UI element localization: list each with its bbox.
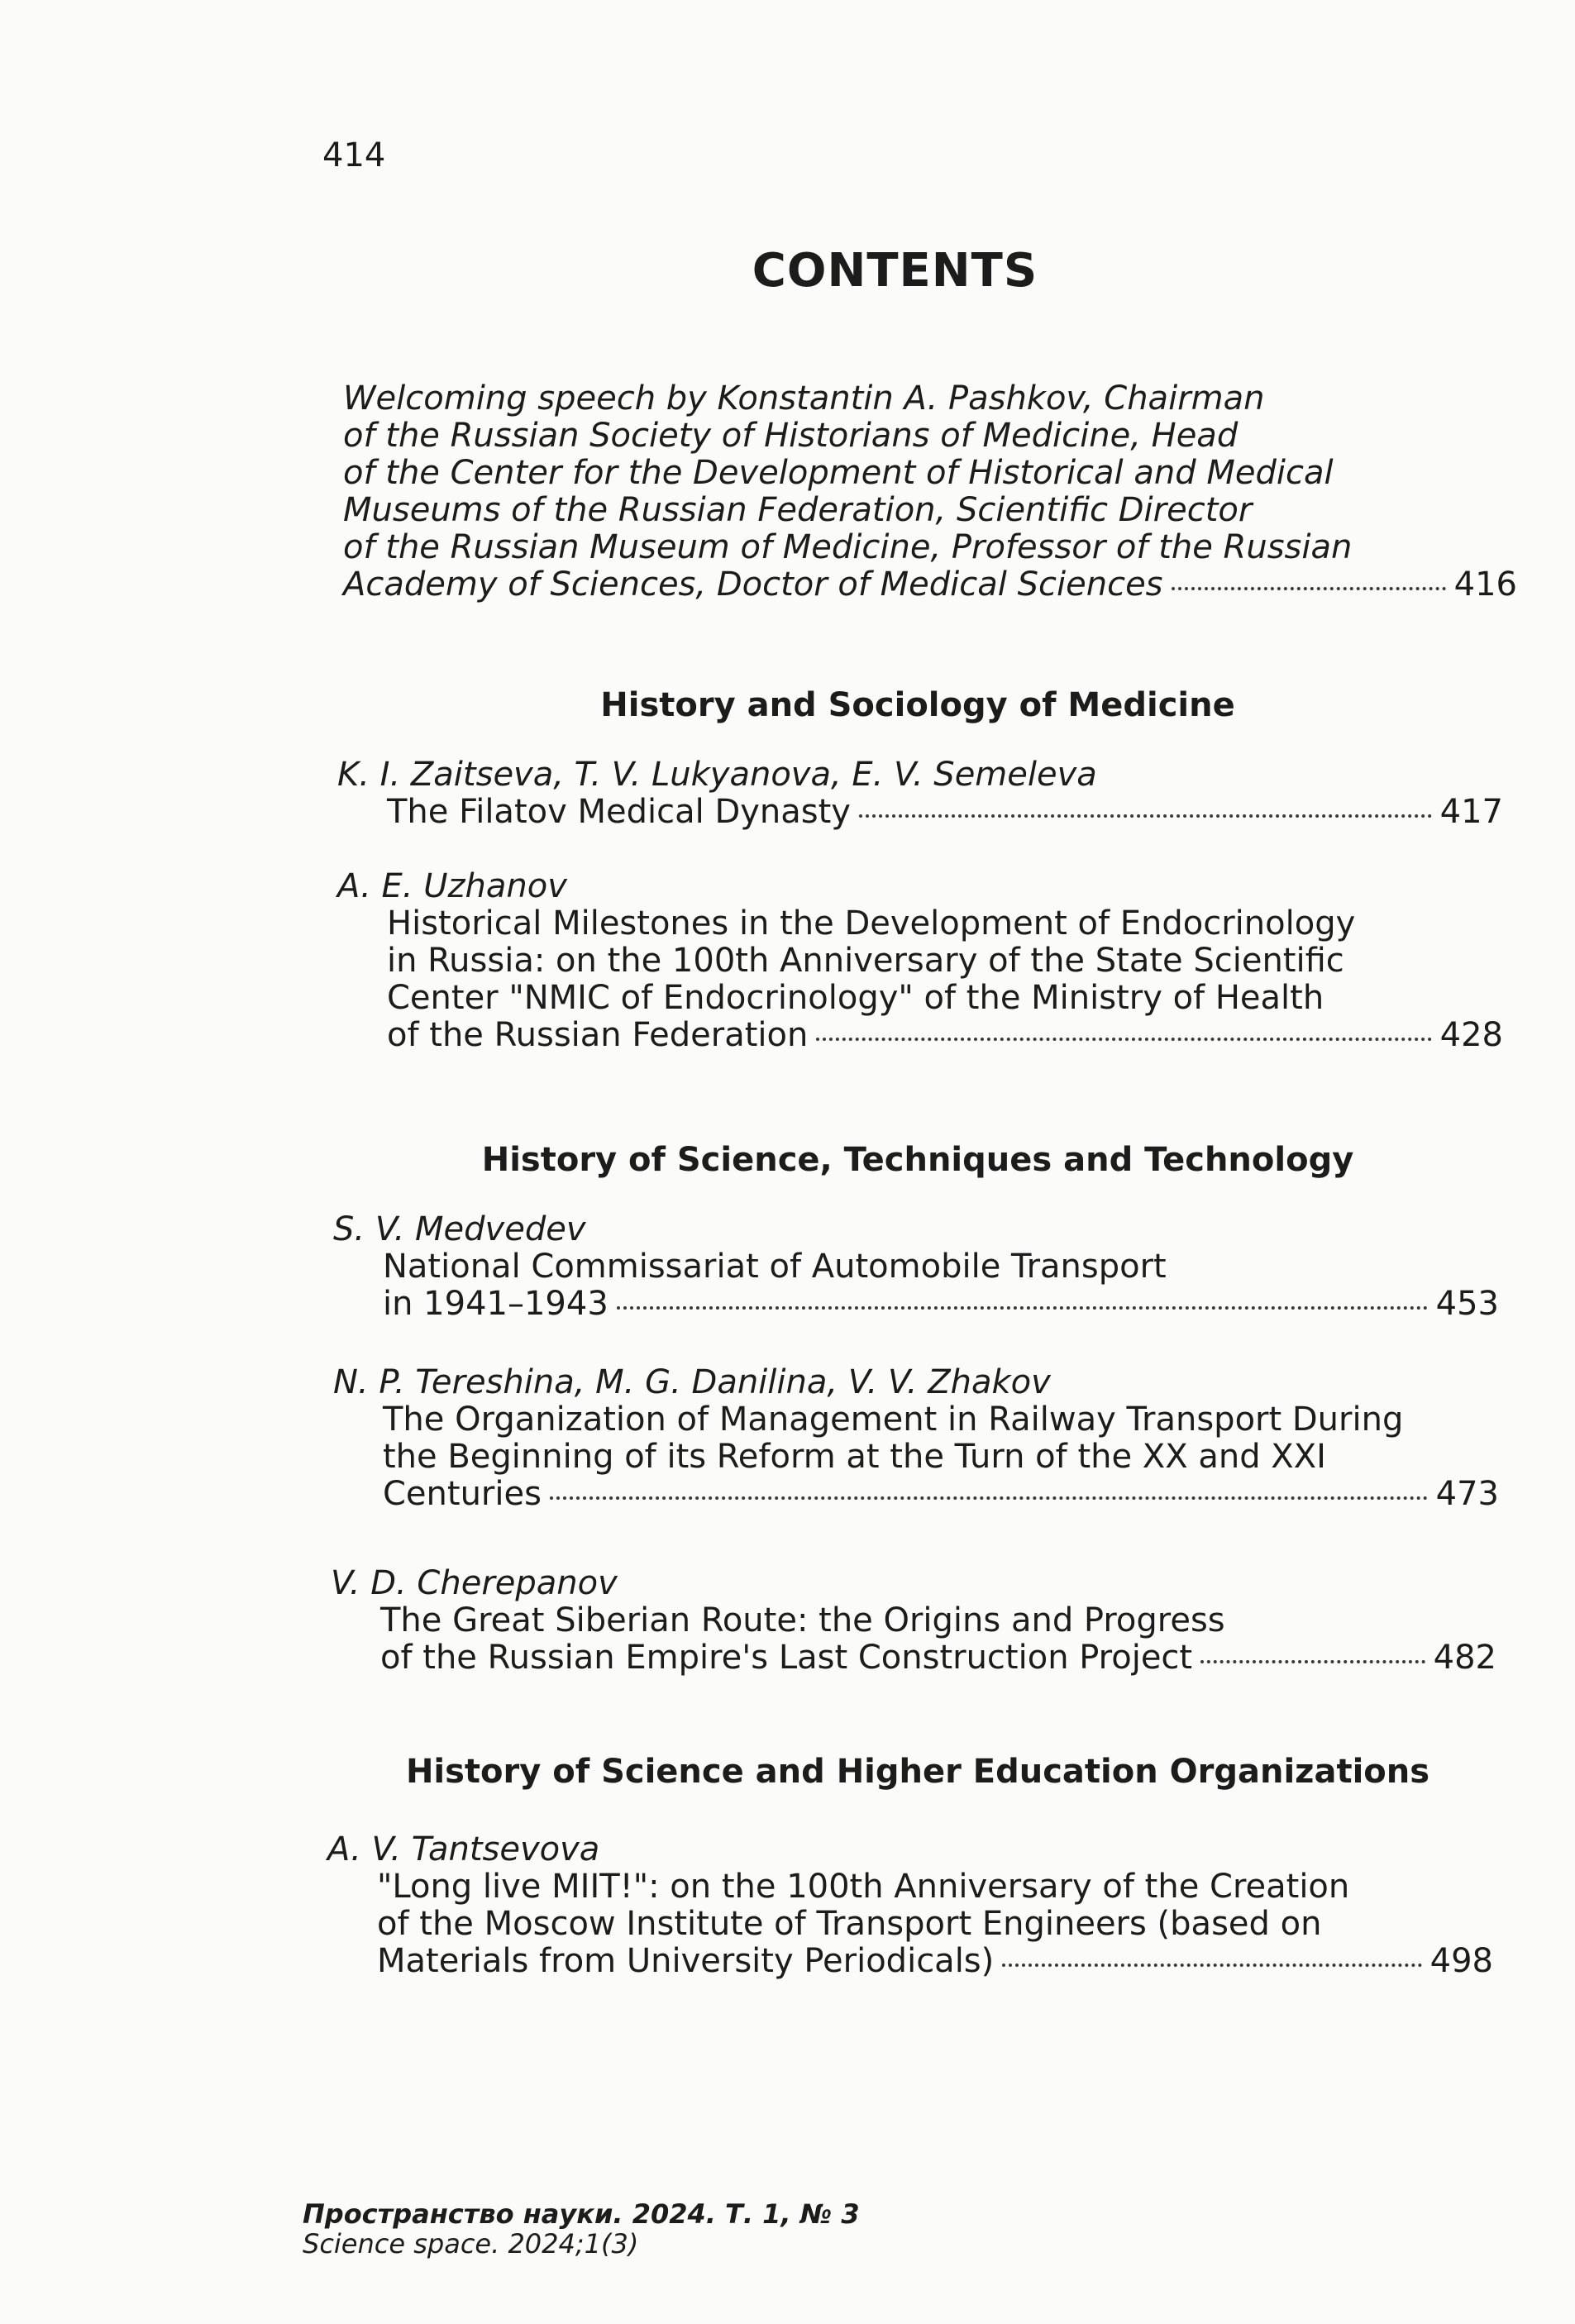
welcome-last-line-row xyxy=(343,566,1517,604)
section-heading: History of Science and Higher Education Organizations xyxy=(405,1753,1430,1791)
journal-name-en: Science space. 2024;1(3) xyxy=(303,2228,639,2260)
dot-leader xyxy=(859,814,1432,818)
entry-line: in Russia: on the 100th Anniversary of the State Scientific xyxy=(387,942,1344,980)
welcome-line: of the Russian Society of Historians of Medicine, Head xyxy=(343,417,1239,455)
entry-line: Materials from University Periodicals) xyxy=(377,1942,995,1980)
welcome-line: Welcoming speech by Konstantin A. Pashkov, Chairman xyxy=(343,379,1265,418)
entry-line: "Long live MIIT!": on the 100th Anniversary of the Creation xyxy=(377,1868,1350,1906)
entry-title xyxy=(331,1602,1496,1677)
entry-line: The Filatov Medical Dynasty xyxy=(387,793,851,831)
toc-entry xyxy=(327,1831,1493,1980)
entry-line: Historical Milestones in the Development of Endocrinology xyxy=(387,904,1356,942)
journal-footer xyxy=(303,2199,860,2259)
page-ref: 428 xyxy=(1439,1016,1503,1054)
entry-last-line-row xyxy=(387,1017,1503,1054)
section-heading: History of Science, Techniques and Technology xyxy=(481,1141,1354,1179)
page-ref: 416 xyxy=(1453,565,1517,604)
entry-line: of the Russian Federation xyxy=(387,1016,809,1054)
page-ref: 417 xyxy=(1439,793,1503,831)
entry-line: National Commissariat of Automobile Transport xyxy=(383,1248,1167,1286)
entry-authors: K. I. Zaitseva, T. V. Lukyanova, E. V. Semeleva xyxy=(337,756,1097,794)
welcome-line: Academy of Sciences, Doctor of Medical Sciences xyxy=(343,565,1163,604)
entry-line: The Organization of Management in Railway Transport During xyxy=(383,1401,1404,1439)
entry-line: The Great Siberian Route: the Origins and Progress xyxy=(380,1601,1225,1639)
entry-authors: A. V. Tantsevova xyxy=(327,1830,600,1868)
contents-heading: CONTENTS xyxy=(752,244,1038,298)
entry-last-line-row xyxy=(377,1943,1493,1980)
entry-line: Center "NMIC of Endocrinology" of the Ministry of Health xyxy=(387,979,1324,1017)
entry-authors: N. P. Tereshina, M. G. Danilina, V. V. Zhakov xyxy=(333,1363,1051,1401)
journal-name-ru: Пространство науки. 2024. Т. 1, № 3 xyxy=(303,2198,860,2230)
toc-entry xyxy=(337,868,1503,1054)
toc-entry xyxy=(333,1364,1499,1513)
entry-title xyxy=(337,794,1503,831)
dot-leader xyxy=(1200,1660,1425,1663)
welcome-entry xyxy=(343,380,1517,604)
toc-entry xyxy=(337,756,1503,831)
entry-last-line-row xyxy=(387,794,1503,831)
toc-entry xyxy=(331,1565,1496,1677)
entry-last-line-row xyxy=(383,1476,1499,1513)
entry-line: of the Moscow Institute of Transport Engineers (based on xyxy=(377,1905,1322,1943)
page-number: 414 xyxy=(322,136,386,174)
entry-title xyxy=(333,1401,1499,1513)
toc-entry xyxy=(333,1211,1499,1323)
entry-line: of the Russian Empire's Last Construction Project xyxy=(380,1639,1193,1677)
entry-title xyxy=(337,905,1503,1054)
welcome-title xyxy=(343,380,1517,604)
entry-last-line-row xyxy=(380,1639,1496,1677)
dot-leader xyxy=(550,1496,1428,1500)
dot-leader xyxy=(617,1306,1428,1310)
entry-title xyxy=(327,1868,1493,1980)
entry-line: the Beginning of its Reform at the Turn of the XX and XXI xyxy=(383,1438,1326,1476)
entry-authors: A. E. Uzhanov xyxy=(337,867,567,905)
page-ref: 498 xyxy=(1429,1942,1493,1980)
welcome-line: of the Russian Museum of Medicine, Professor of the Russian xyxy=(343,528,1353,566)
dot-leader xyxy=(1172,587,1446,590)
entry-title xyxy=(333,1248,1499,1323)
welcome-line: of the Center for the Development of Historical and Medical xyxy=(343,454,1334,492)
section-heading: History and Sociology of Medicine xyxy=(600,686,1235,724)
page-ref: 482 xyxy=(1433,1639,1496,1677)
dot-leader xyxy=(1002,1964,1421,1967)
entry-last-line-row xyxy=(383,1286,1499,1323)
entry-line: in 1941–1943 xyxy=(383,1285,609,1323)
page-ref: 453 xyxy=(1435,1285,1499,1323)
dot-leader xyxy=(816,1038,1431,1041)
entry-authors: V. D. Cherepanov xyxy=(331,1564,618,1602)
entry-authors: S. V. Medvedev xyxy=(333,1210,586,1248)
welcome-line: Museums of the Russian Federation, Scientific Director xyxy=(343,491,1253,529)
page-ref: 473 xyxy=(1435,1475,1499,1513)
entry-line: Centuries xyxy=(383,1475,542,1513)
